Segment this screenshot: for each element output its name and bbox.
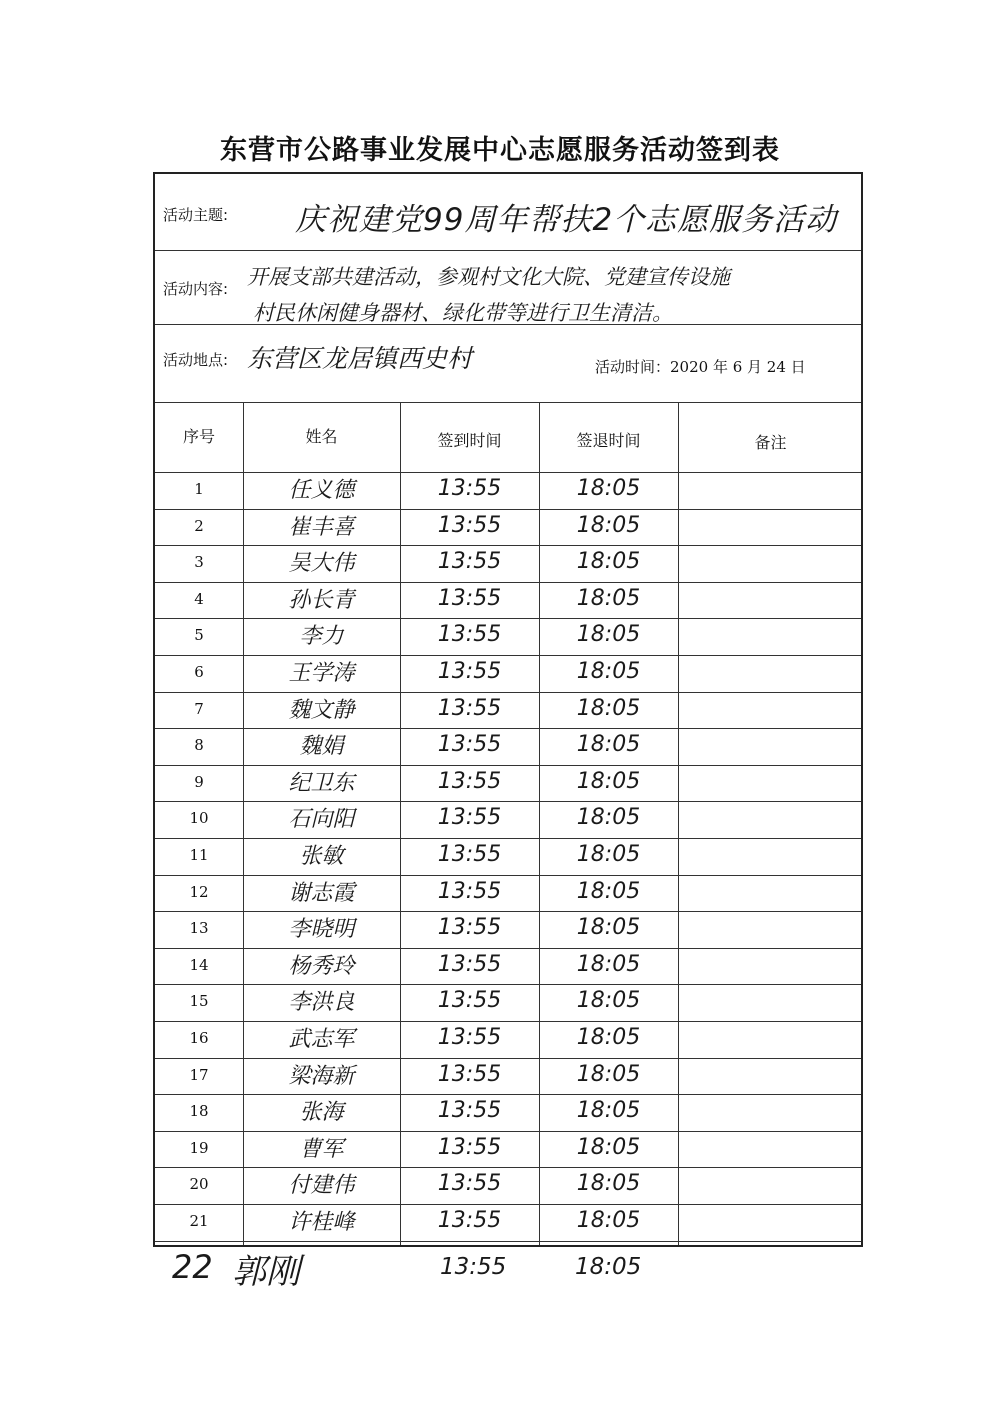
row-17-name: 梁海新	[288, 1063, 355, 1089]
row-21-out: 18:05	[576, 1208, 641, 1233]
row-10-seq: 10	[189, 809, 209, 828]
row-20-name: 付建伟	[288, 1173, 355, 1199]
row-11-out: 18:05	[576, 842, 641, 867]
row-21-seq: 21	[189, 1212, 209, 1230]
row-3-out: 18:05	[576, 549, 641, 575]
header-seq: 序号	[182, 427, 215, 446]
row-6-in: 13:55	[437, 659, 502, 684]
content-label: 活动内容:	[163, 280, 229, 298]
row-19-name: 曹军	[299, 1136, 344, 1162]
content-line-1: 开展支部共建活动，参观村文化大院、党建宣传设施	[247, 265, 730, 289]
row-14-in: 13:55	[437, 951, 502, 977]
row-12-in: 13:55	[437, 878, 502, 904]
row-2-out: 18:05	[576, 512, 641, 538]
row-7-name: 魏文静	[288, 697, 355, 723]
row-16-name: 武志军	[288, 1027, 355, 1052]
theme-label: 活动主题:	[163, 206, 229, 224]
activity-time: 活动时间：2020 年 6 月 24 日	[595, 358, 806, 376]
row-6-out: 18:05	[576, 659, 641, 684]
row-10-name: 石向阳	[288, 807, 355, 833]
row-3-in: 13:55	[437, 549, 502, 575]
row-4-in: 13:55	[437, 585, 502, 611]
sign-in-table	[153, 172, 863, 1247]
row-14-out: 18:05	[576, 951, 641, 977]
row-21-in: 13:55	[437, 1208, 502, 1233]
column-divider	[678, 402, 679, 1245]
row-15-in: 13:55	[437, 988, 502, 1014]
row-1-out: 18:05	[576, 476, 641, 501]
row-8-seq: 8	[194, 736, 204, 755]
row-14-seq: 14	[189, 955, 209, 974]
row-17-in: 13:55	[437, 1061, 502, 1087]
row-18-out: 18:05	[576, 1098, 641, 1124]
row-14-name: 杨秀玲	[288, 953, 355, 979]
row-12-name: 谢志霞	[288, 880, 355, 906]
divider	[155, 402, 861, 403]
row-13-name: 李晓明	[288, 917, 355, 943]
content-line-2: 村民休闲健身器材、绿化带等进行卫生清洁。	[253, 301, 673, 325]
row-10-in: 13:55	[437, 805, 502, 831]
row-4-out: 18:05	[576, 585, 641, 611]
location-label: 活动地点:	[163, 351, 229, 369]
row-20-seq: 20	[189, 1175, 209, 1194]
row-9-name: 纪卫东	[288, 770, 355, 796]
header-name: 姓名	[305, 427, 338, 446]
row-18-in: 13:55	[437, 1098, 502, 1124]
row-9-out: 18:05	[576, 768, 641, 794]
row-10-out: 18:05	[576, 805, 641, 831]
row-6-name: 王学涛	[288, 661, 355, 686]
row-5-seq: 5	[194, 626, 204, 645]
row-3-seq: 3	[194, 553, 204, 572]
row-2-seq: 2	[194, 516, 204, 535]
row-5-out: 18:05	[576, 622, 641, 648]
row-19-seq: 19	[189, 1138, 209, 1157]
row-13-in: 13:55	[437, 915, 502, 941]
row-6-seq: 6	[194, 663, 204, 681]
row-16-in: 13:55	[437, 1025, 502, 1050]
row-19-in: 13:55	[437, 1134, 502, 1160]
divider	[155, 250, 861, 251]
header-note: 备注	[754, 433, 787, 452]
row-11-name: 张敏	[299, 844, 344, 869]
row-7-in: 13:55	[437, 695, 502, 721]
theme-value: 庆祝建党99周年帮扶2个志愿服务活动	[295, 202, 838, 238]
header-checkin: 签到时间	[437, 431, 502, 450]
row-divider	[155, 1241, 861, 1242]
row-11-in: 13:55	[437, 842, 502, 867]
row-8-name: 魏娟	[299, 734, 344, 760]
row-12-seq: 12	[189, 882, 209, 901]
row-1-in: 13:55	[437, 476, 502, 501]
row-4-seq: 4	[194, 589, 204, 608]
row-15-out: 18:05	[576, 988, 641, 1014]
row-7-out: 18:05	[576, 695, 641, 721]
row-18-name: 张海	[299, 1100, 344, 1126]
row-1-name: 任义德	[288, 478, 355, 503]
row-20-in: 13:55	[437, 1171, 502, 1197]
extra-row-checkout: 18:05	[575, 1254, 642, 1280]
row-5-name: 李力	[299, 624, 344, 650]
row-8-out: 18:05	[576, 732, 641, 758]
row-17-seq: 17	[189, 1065, 209, 1084]
extra-row-checkin: 13:55	[440, 1254, 507, 1280]
row-16-seq: 16	[189, 1029, 209, 1047]
extra-row-name: 郭刚	[232, 1252, 300, 1292]
row-12-out: 18:05	[576, 878, 641, 904]
row-4-name: 孙长青	[288, 587, 355, 613]
row-3-name: 吴大伟	[288, 551, 355, 577]
row-11-seq: 11	[189, 846, 209, 864]
row-17-out: 18:05	[576, 1061, 641, 1087]
header-checkout: 签退时间	[576, 431, 641, 450]
row-1-seq: 1	[194, 480, 204, 498]
page-title: 东营市公路事业发展中心志愿服务活动签到表	[220, 135, 780, 166]
row-15-seq: 15	[189, 992, 209, 1011]
row-13-out: 18:05	[576, 915, 641, 941]
row-20-out: 18:05	[576, 1171, 641, 1197]
row-15-name: 李洪良	[288, 990, 355, 1016]
row-9-seq: 9	[194, 772, 204, 791]
row-7-seq: 7	[194, 699, 204, 718]
location-value: 东营区龙居镇西史村	[247, 344, 473, 373]
row-9-in: 13:55	[437, 768, 502, 794]
row-21-name: 许桂峰	[288, 1210, 355, 1235]
row-2-in: 13:55	[437, 512, 502, 538]
row-8-in: 13:55	[437, 732, 502, 758]
row-5-in: 13:55	[437, 622, 502, 648]
row-16-out: 18:05	[576, 1025, 641, 1050]
row-2-name: 崔丰喜	[288, 514, 355, 540]
row-13-seq: 13	[189, 919, 209, 938]
extra-row-seq: 22	[172, 1248, 213, 1286]
row-19-out: 18:05	[576, 1134, 641, 1160]
row-18-seq: 18	[189, 1102, 209, 1121]
